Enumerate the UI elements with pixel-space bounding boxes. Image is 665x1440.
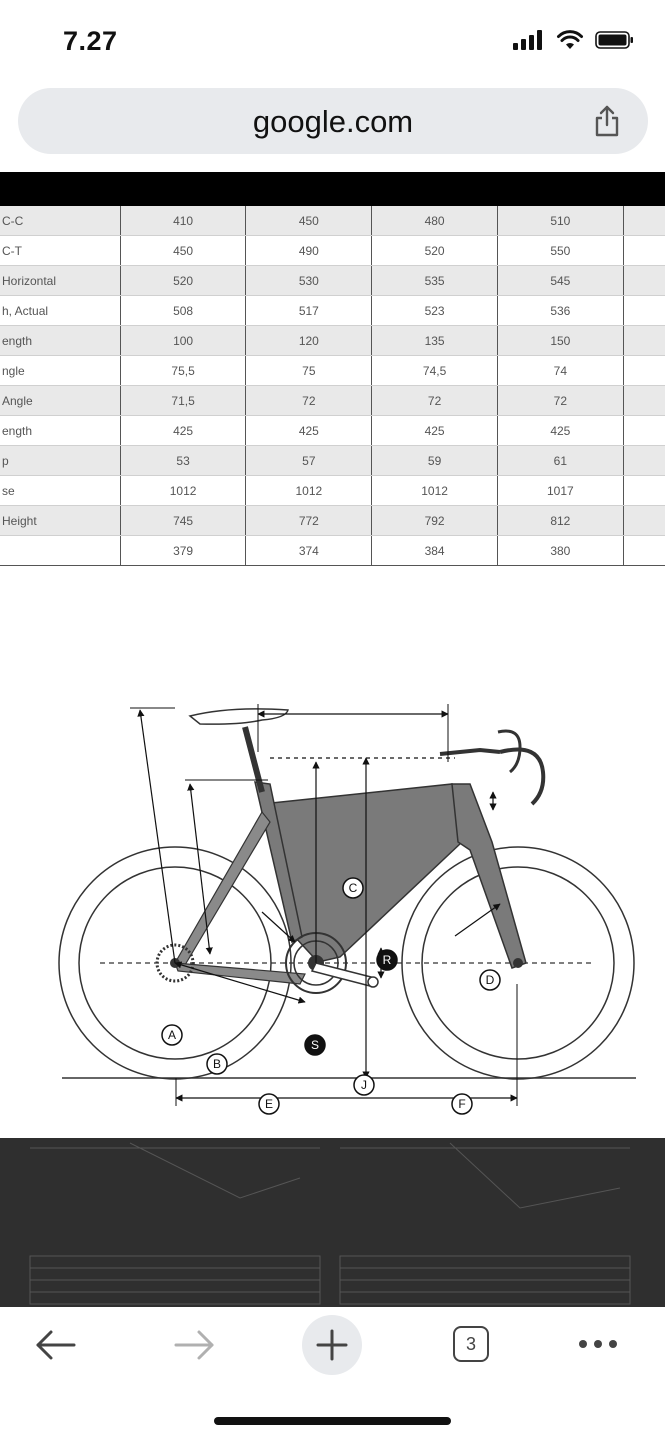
table-cell: 100 [120,326,246,356]
back-arrow-icon [34,1328,76,1362]
table-row [0,206,665,236]
table-cell: 536 [497,296,623,326]
table-cell: 150 [497,326,623,356]
table-cell-cropped [623,236,665,266]
new-tab-button[interactable] [302,1315,362,1375]
battery-icon [595,30,635,50]
table-cell: 425 [120,416,246,446]
dimmed-content [0,1138,665,1308]
dimension-label-r [377,950,397,970]
faded-thumbnail-graphics [0,1138,665,1308]
table-cell: 550 [497,236,623,266]
table-row [0,446,665,476]
table-cell: 450 [120,236,246,266]
table-cell: 530 [246,266,372,296]
table-cell: 75 [246,356,372,386]
table-cell: 135 [372,326,498,356]
more-dots-icon [578,1339,618,1349]
status-icons [513,30,635,50]
dimension-label-j [354,1075,374,1095]
table-cell: 425 [372,416,498,446]
svg-text:E: E [264,1097,274,1111]
dimension-label-s [305,1035,325,1055]
status-bar [0,0,665,80]
page-content [0,172,665,1307]
table-cell: 480 [372,206,498,236]
row-label: h, Actual [0,296,120,326]
row-label: se [0,476,120,506]
table-cell: 745 [120,506,246,536]
table-cell: 74 [497,356,623,386]
table-cell: 772 [246,506,372,536]
table-row [0,356,665,386]
table-cell-cropped [623,326,665,356]
table-row [0,266,665,296]
dimension-label-a [162,1025,182,1045]
table-cell: 1012 [372,476,498,506]
table-cell: 545 [497,266,623,296]
row-label: C-T [0,236,120,266]
svg-text:D: D [485,973,495,987]
row-label: ngle [0,356,120,386]
dimension-label-e [259,1094,279,1114]
table-row [0,506,665,536]
tab-count: 3 [453,1326,489,1362]
table-row [0,236,665,266]
back-button[interactable] [30,1323,80,1367]
table-cell: 425 [497,416,623,446]
dimension-label-b [207,1054,227,1074]
table-row [0,476,665,506]
table-cell: 510 [497,206,623,236]
table-cell: 59 [372,446,498,476]
table-row [0,416,665,446]
row-label [0,536,120,566]
row-label: Height [0,506,120,536]
table-cell-cropped [623,416,665,446]
table-row [0,386,665,416]
table-cell-cropped [623,266,665,296]
table-cell: 520 [120,266,246,296]
geometry-table [0,206,665,566]
status-time: 7.27 [63,26,118,56]
table-header-band [0,172,665,206]
dimension-label-c [343,878,363,898]
table-cell-cropped [623,536,665,566]
table-cell: 535 [372,266,498,296]
table-cell: 72 [372,386,498,416]
svg-text:S: S [310,1038,320,1052]
plus-icon [316,1329,348,1361]
url-text[interactable]: google.com [252,104,414,139]
table-cell: 379 [120,536,246,566]
table-cell: 523 [372,296,498,326]
table-cell: 812 [497,506,623,536]
cellular-signal-icon [513,30,545,50]
table-cell: 1012 [246,476,372,506]
table-cell: 74,5 [372,356,498,386]
tabs-button[interactable] [451,1324,491,1364]
table-cell-cropped [623,386,665,416]
forward-button[interactable] [170,1323,220,1367]
svg-text:J: J [361,1078,367,1092]
dimension-label-f [452,1094,472,1114]
table-cell: 517 [246,296,372,326]
table-row [0,536,665,566]
table-cell: 490 [246,236,372,266]
table-cell: 380 [497,536,623,566]
table-cell: 384 [372,536,498,566]
row-label: Angle [0,386,120,416]
table-cell: 1017 [497,476,623,506]
row-label: Horizontal [0,266,120,296]
wifi-icon [557,30,583,50]
table-cell: 520 [372,236,498,266]
table-cell: 374 [246,536,372,566]
table-cell: 57 [246,446,372,476]
table-cell-cropped [623,476,665,506]
dimension-label-d [480,970,500,990]
row-label: ength [0,416,120,446]
home-indicator [214,1417,451,1425]
table-cell: 1012 [120,476,246,506]
table-cell: 72 [497,386,623,416]
row-label: C-C [0,206,120,236]
share-icon[interactable] [590,104,624,138]
table-cell: 72 [246,386,372,416]
table-cell-cropped [623,356,665,386]
table-cell: 75,5 [120,356,246,386]
table-row [0,326,665,356]
svg-text:A: A [167,1028,177,1042]
table-cell-cropped [623,446,665,476]
row-label: ength [0,326,120,356]
table-cell: 450 [246,206,372,236]
svg-text:F: F [458,1097,466,1111]
more-menu-button[interactable] [574,1324,622,1364]
table-cell: 410 [120,206,246,236]
table-cell: 61 [497,446,623,476]
table-cell: 71,5 [120,386,246,416]
forward-arrow-icon [174,1328,216,1362]
table-cell: 792 [372,506,498,536]
table-cell: 120 [246,326,372,356]
row-label: p [0,446,120,476]
table-cell: 508 [120,296,246,326]
svg-text:R: R [382,953,392,967]
table-cell: 425 [246,416,372,446]
table-cell-cropped [623,206,665,236]
table-cell-cropped [623,506,665,536]
address-bar[interactable] [18,88,648,154]
svg-text:B: B [212,1057,222,1071]
table-row [0,296,665,326]
table-cell-cropped [623,296,665,326]
table-cell: 53 [120,446,246,476]
svg-text:C: C [348,881,358,895]
bike-geometry-diagram [0,692,665,1137]
